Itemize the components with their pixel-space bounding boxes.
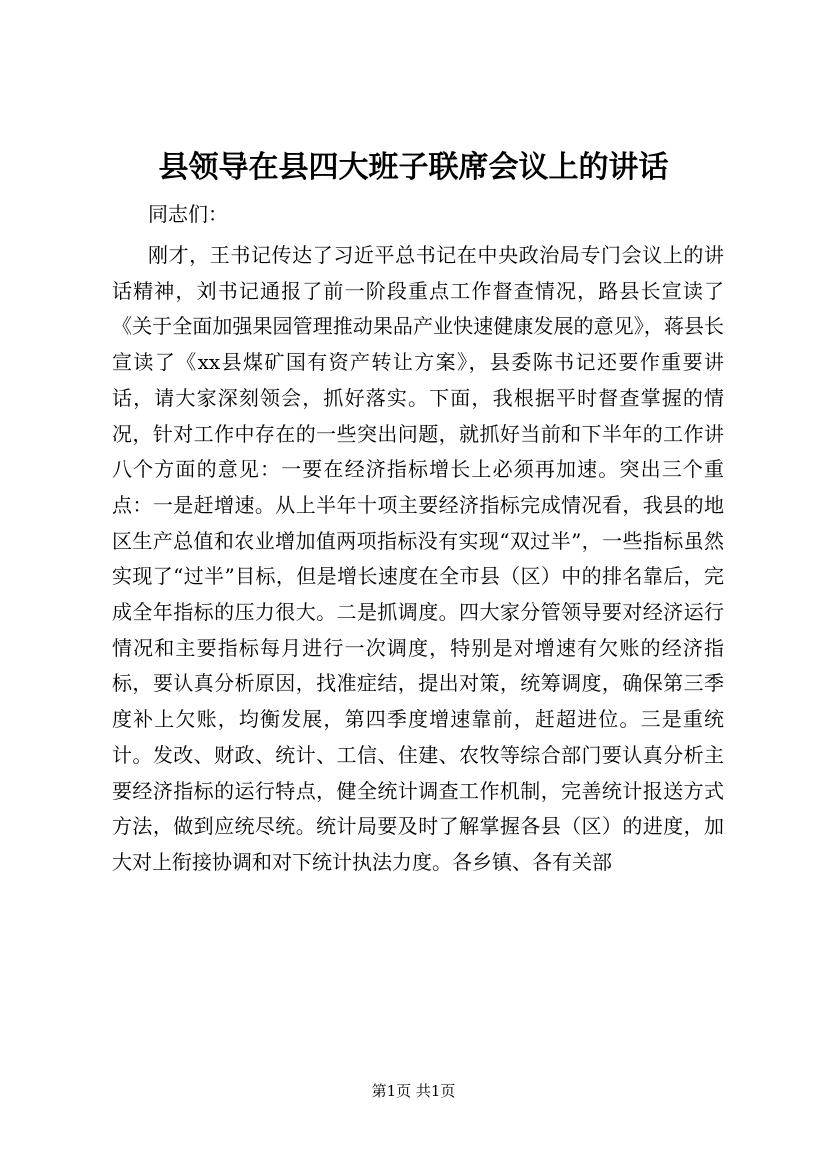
body-paragraph: 刚才，王书记传达了习近平总书记在中央政治局专门会议上的讲话精神，刘书记通报了前一阶段重点工作督查情况，路县长宣读了《关于全面加强果园管理推动果品产业快速健康发展的意见》，蒋县长宣读了《xx县煤矿国有资产转让方案》，县委陈书记还要作重要讲话，请大家深刻领会，抓好落实。下面，我根据平时督查掌握的情况，针对工作中存在的一些突出问题，就抓好当前和下半年的工作讲八个方面的意见：一要在经济指标增长上必须再加速。突出三个重点：一是赶增速。从上半年十项主要经济指标完成情况看，我县的地区生产总值和农业增加值两项指标没有实现“双过半”，一些指标虽然实现了“过半”目标，但是增长速度在全市县（区）中的排名靠后，完成全年指标的压力很大。二是抓调度。四大家分管领导要对经济运行情况和主要指标每月进行一次调度，特别是对增速有欠账的经济指标，要认真分析原因，找准症结，提出对策，统筹调度，确保第三季度补上欠账，均衡发展，第四季度增速靠前，赶超进位。三是重统计。发改、财政、统计、工信、住建、农牧等综合部门要认真分析主要经济指标的运行特点，健全统计调查工作机制，完善统计报送方式方法，做到应统尽统。统计局要及时了解掌握各县（区）的进度，加大对上衔接协调和对下统计执法力度。各乡镇、各有关部 [112, 243, 724, 874]
document-title: 县领导在县四大班子联席会议上的讲话 [158, 150, 669, 185]
salutation: 同志们： [148, 202, 228, 226]
page-number-footer: 第1页 共1页 [371, 1082, 456, 1100]
